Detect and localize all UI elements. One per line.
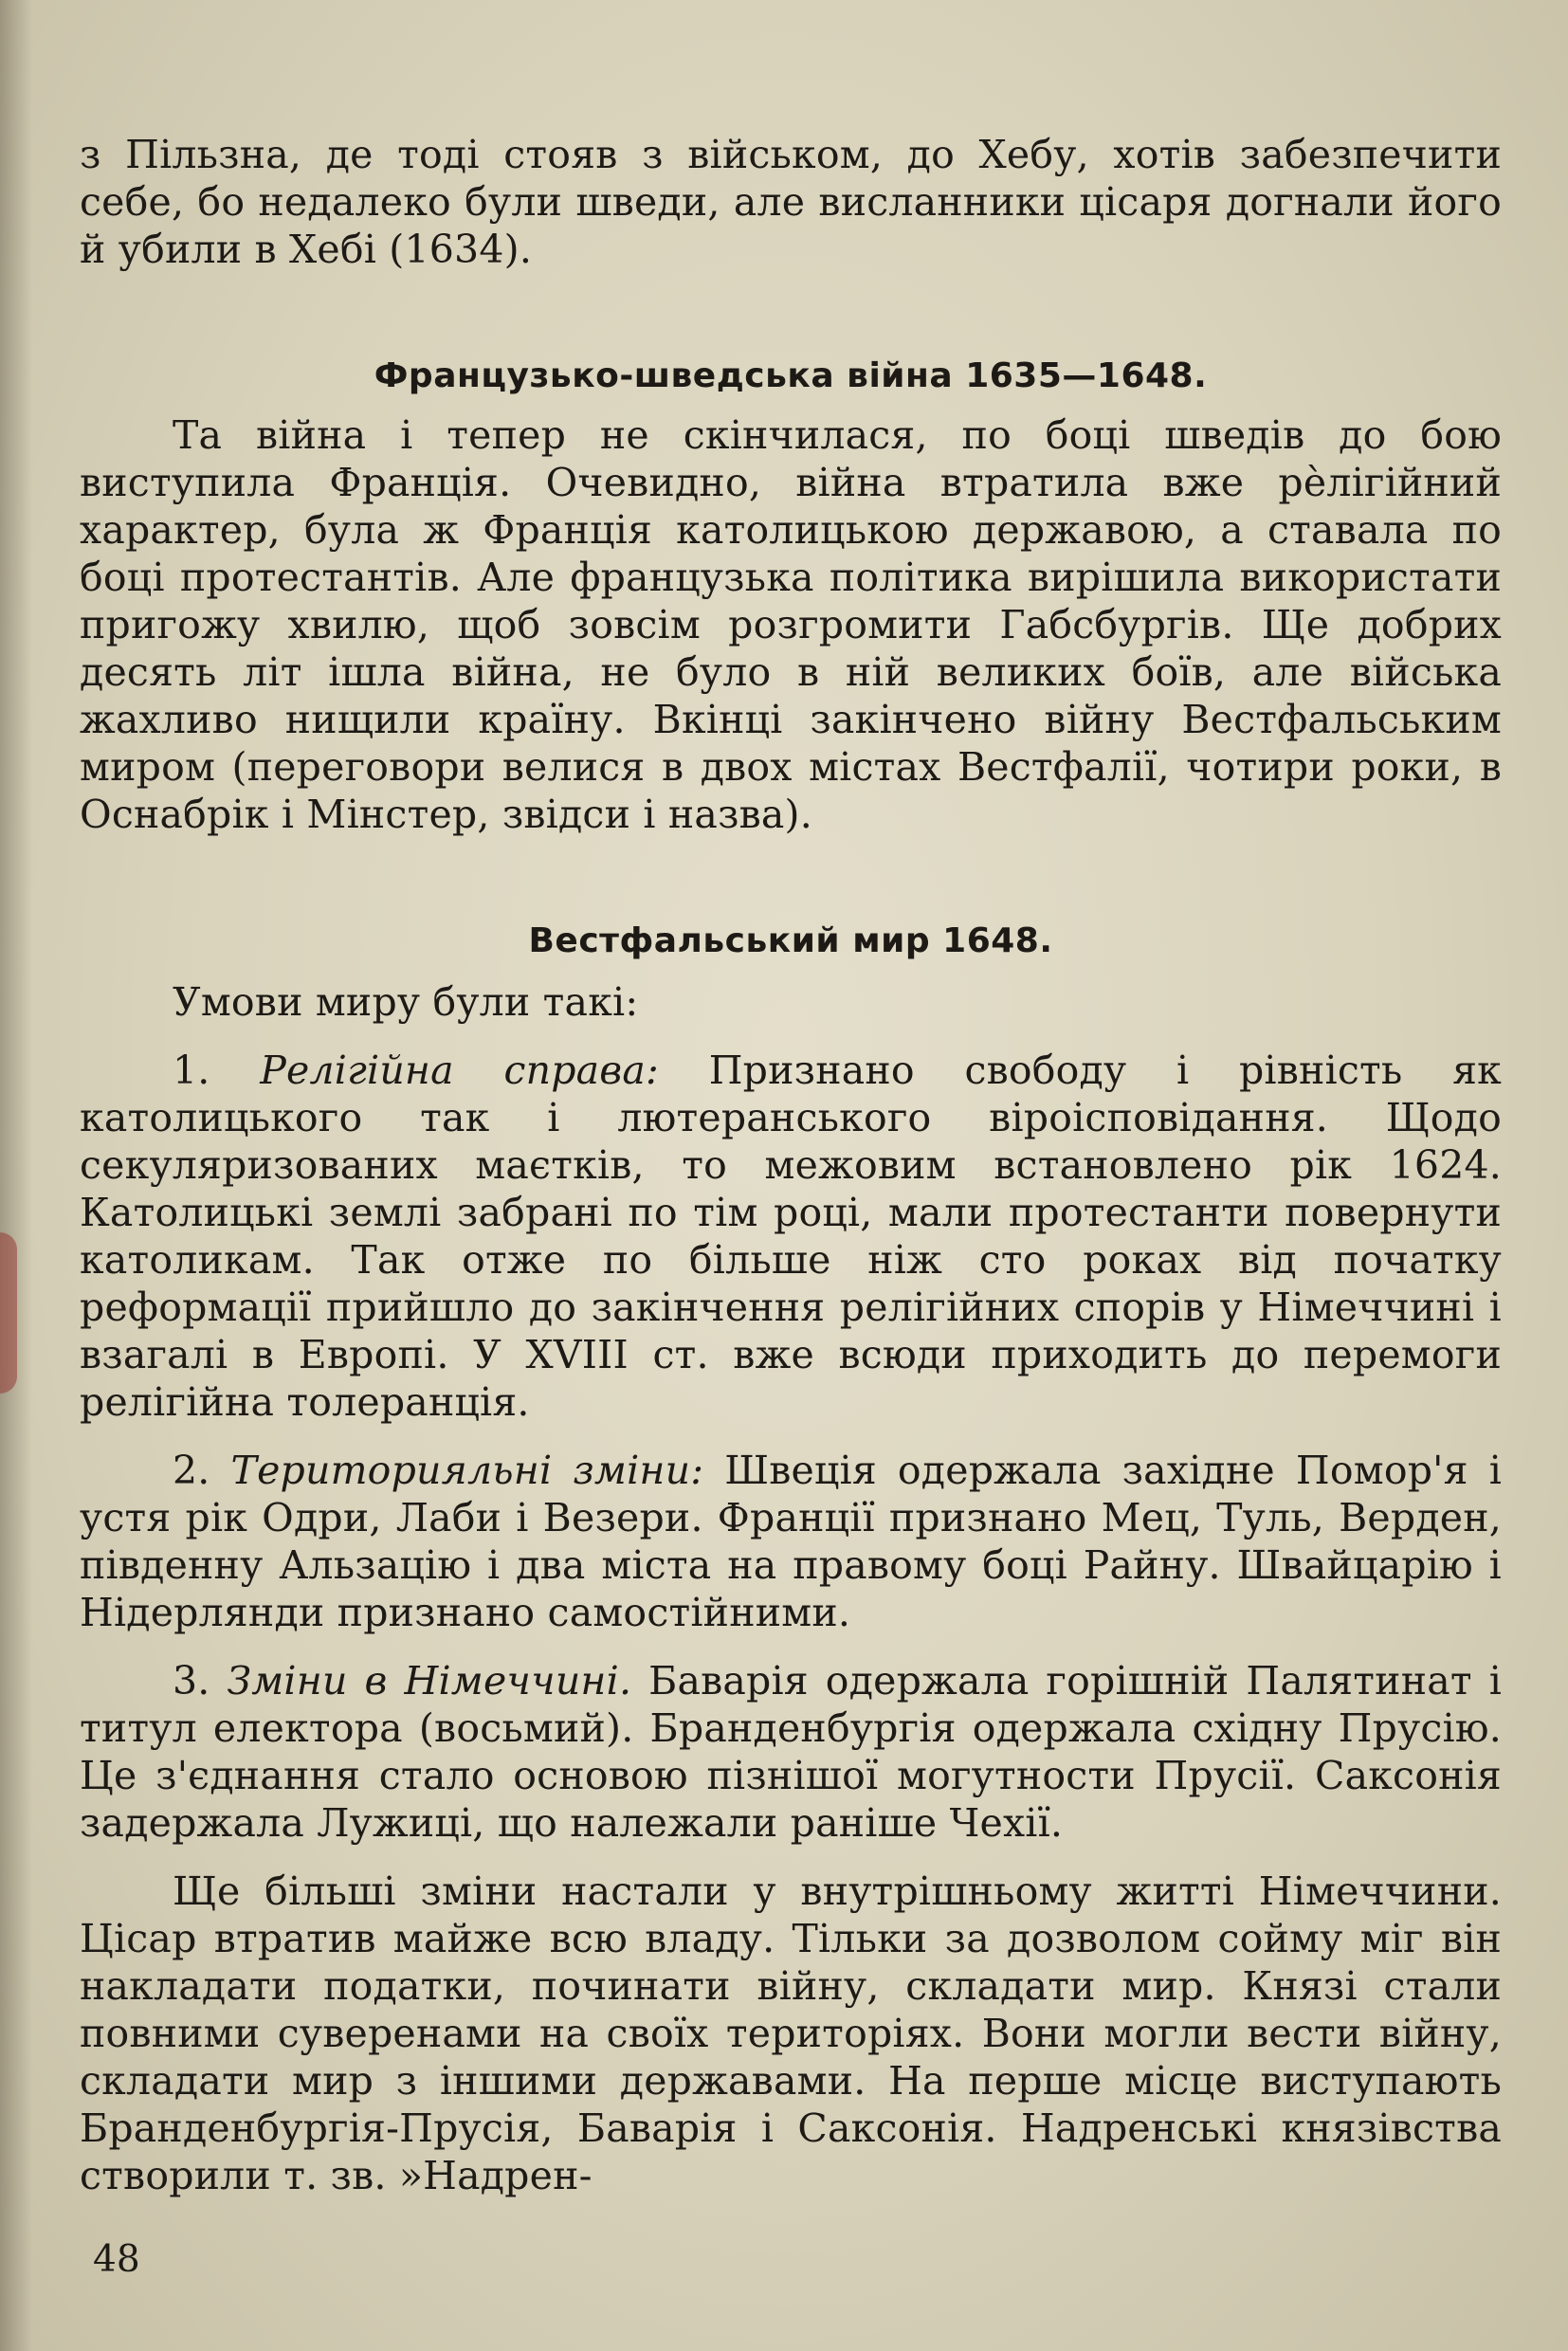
item-text: Признано свободу і рівність як католицького так і лютеранського віроісповідання. Щодо секуляризованих маєтків, то межовим встановлено рік 1624. Католицькі землі забрані по тім році, мали протестанти повернути католикам. Так отже по більше ніж сто роках від початку реформації прийшло до закінчення релігійних спорів у Німеччині і взагалі в Европі. У XVIII ст. вже всюди приходить до перемоги релігійна толеранція. bbox=[80, 1048, 1503, 1425]
item-label-changes-in-germany: Зміни в Німеччині. bbox=[227, 1658, 632, 1704]
page-gutter-shadow bbox=[0, 0, 32, 2351]
peace-terms-intro: Умови миру були такі: bbox=[173, 979, 639, 1025]
item-label-religious-affairs: Релігійна справа: bbox=[260, 1048, 660, 1093]
page-number: 48 bbox=[93, 2238, 140, 2281]
item-number: 1. bbox=[173, 1048, 210, 1093]
peace-term-item-2 bbox=[80, 1447, 1502, 1636]
section-heading-franco-swedish-war: Французько-шведська війна 1635—1648. bbox=[374, 356, 1208, 395]
text-column bbox=[80, 131, 1502, 2199]
closing-paragraph: Ще більші зміни настали у внутрішньому житті Німеччини. Цісар втратив майже всю владу. Тільки за дозволом сойму міг він накладати податки, починати війну, складати мир. Князі стали повними суверенами на своїх територіях. Вони могли вести війну, складати мир з іншими державами. На перше місце виступають Бранденбургія-Прусія, Баварія і Саксонія. Надренські князівства створили т. зв. »Надрен- bbox=[80, 1868, 1502, 2198]
peace-term-item-1 bbox=[80, 1047, 1502, 1426]
opening-paragraph: з Пільзна, де тоді стояв з військом, до Хебу, хотів забезпечити себе, бо недалеко були шведи, але висланники цісаря догнали його й убили в Хебі (1634). bbox=[80, 132, 1502, 272]
peace-term-item-3 bbox=[80, 1657, 1502, 1847]
franco-swedish-war-paragraph: Та війна і тепер не скінчилася, по боці шведів до бою виступила Франція. Очевидно, війна втратила вже рèлігійний характер, була ж Франція католицькою державою, а ставала по боці протестантів. Але французька політика вирішила використати пригожу хвилю, щоб зовсім розгромити Габсбургів. Ще добрих десять літ ішла війна, не було в ній великих боїв, але війська жахливо нищили країну. Вкінці закінчено війну Вестфальським миром (переговори велися в двох містах Вестфалії, чотири роки, в Оснабрік і Мінстер, звідси і назва). bbox=[80, 412, 1502, 837]
item-text: Швеція одержала західне Помор'я і устя рік Одри, Лаби і Везери. Франції признано Мец, Туль, Верден, південну Альзацію і два міста на правому боці Райну. Швайцарію і Нідерлянди признано самостійними. bbox=[80, 1448, 1503, 1635]
item-number: 3. bbox=[173, 1658, 210, 1704]
item-label-territorial-changes: Територияльні зміни: bbox=[230, 1448, 704, 1493]
item-text: Баварія одержала горішній Палятинат і титул електора (восьмий). Бранденбургія одержала східну Прусію. Це з'єднання стало основою пізнішої могутности Прусії. Саксонія задержала Лужиці, що належали раніше Чехії. bbox=[80, 1658, 1503, 1846]
item-number: 2. bbox=[173, 1448, 210, 1493]
section-heading-westphalian-peace: Вестфальський мир 1648. bbox=[528, 921, 1053, 960]
page-edge-mark bbox=[0, 1232, 17, 1394]
